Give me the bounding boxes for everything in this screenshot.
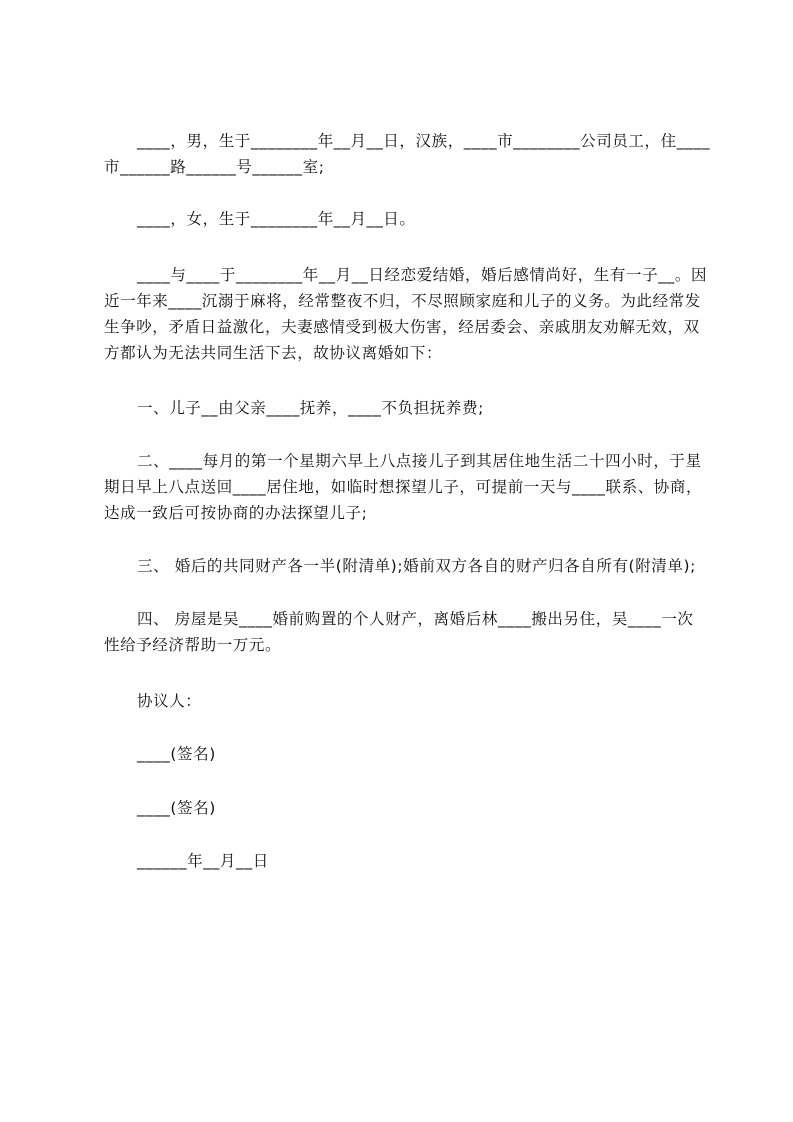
text-line: 四、 房屋是吴____婚前购置的个人财产，离婚后林____搬出另住，吴____一次 (137, 610, 694, 628)
clause-one: 一、儿子__由父亲____抚养，____不负担抚养费; (137, 399, 484, 417)
clause-three: 三、 婚后的共同财产各一半(附清单);婚前双方各自的财产归各自所有(附清单); (137, 557, 696, 575)
text-line: 生争吵，矛盾日益激化，夫妻感情受到极大伤害，经居委会、亲戚朋友劝解无效，双 (104, 318, 700, 336)
text-line: 市______路______号______室; (104, 158, 325, 176)
text-line: 二、____每月的第一个星期六早上八点接儿子到其居住地生活二十四小时，于星 (137, 452, 702, 470)
signature-line-2: ____(签名) (137, 799, 216, 817)
text-line: 达成一致后可按协商的办法探望儿子; (104, 504, 368, 522)
signature-date: ______年__月__日 (137, 852, 269, 870)
text-line: 期日早上八点送回____居住地，如临时想探望儿子，可提前一天与____联系、协商， (104, 478, 703, 496)
text-line: 性给予经济帮助一万元。 (104, 636, 282, 654)
signatory-label: 协议人： (137, 692, 202, 710)
background-paragraph (104, 262, 708, 366)
text-line: ____与____于________年__月__日经恋爱结婚，婚后感情尚好，生有一子__。因 (137, 266, 708, 284)
text-line: ____，男，生于________年__月__日，汉族，____市________公司员工，住____ (137, 132, 711, 150)
clause-two (104, 448, 704, 526)
party-male-paragraph (104, 128, 711, 180)
text-line: 近一年来____沉溺于麻将，经常整夜不归，不尽照顾家庭和儿子的义务。为此经常发 (104, 292, 701, 310)
party-female-paragraph: ____，女，生于________年__月__日。 (137, 210, 416, 228)
signature-line-1: ____(签名) (137, 745, 216, 763)
clause-four (104, 606, 704, 658)
text-line: 方都认为无法共同生活下去，故协议离婚如下： (104, 344, 443, 362)
